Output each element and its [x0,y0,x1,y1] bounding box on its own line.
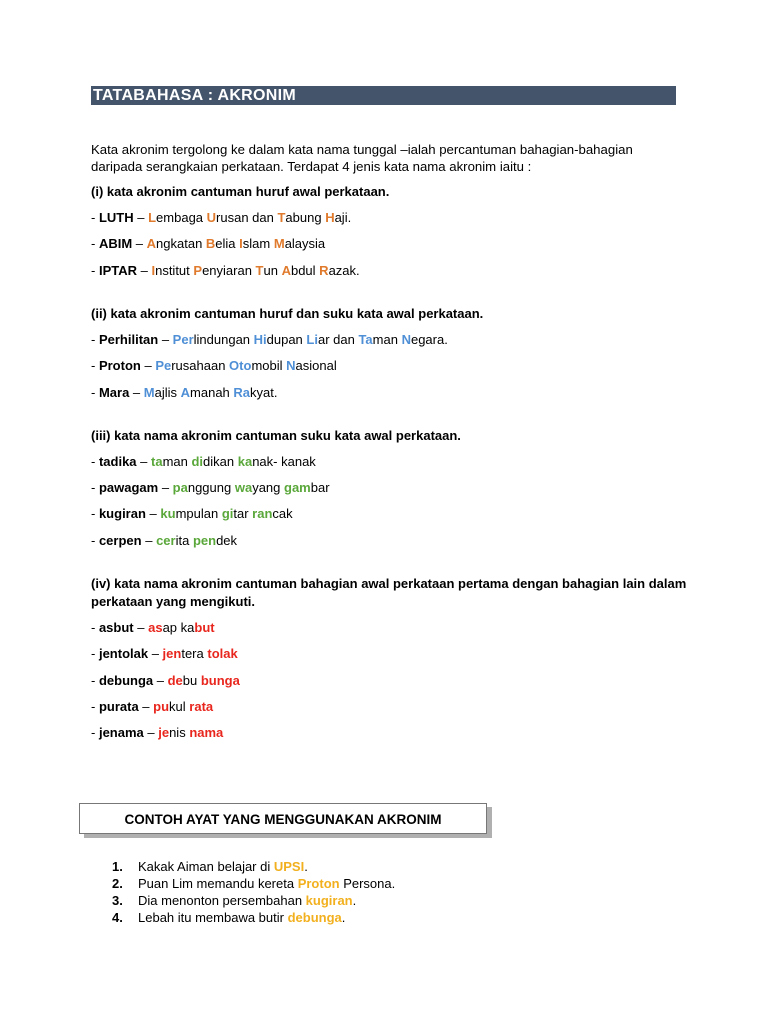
highlighted-fragment: gam [284,479,311,495]
section-heading: (iv) kata nama akronim cantuman bahagian awal perkataan pertama dengan bahagian lain dalam perkataan yang mengikuti. [91,575,687,609]
highlighted-fragment: but [194,619,215,635]
highlighted-fragment: cer [156,532,176,548]
highlighted-fragment: di [191,453,204,469]
highlighted-fragment: T [255,262,264,278]
highlighted-fragment: jen [162,646,182,662]
highlighted-fragment: Li [306,331,318,347]
expansion-fragment: dupan [266,331,307,347]
highlighted-fragment: N [286,358,296,374]
acronym-item: - jentolak – jentera tolak [91,646,238,662]
highlighted-fragment: P [193,262,203,278]
acronym-term: tadika [98,453,137,469]
example-number: 1. [112,859,123,874]
acronym-item: - cerpen – cerita pendek [91,532,238,548]
highlighted-fragment: as [148,619,163,635]
expansion-fragment: un [263,262,282,278]
expansion-fragment: elia [215,236,240,252]
highlighted-fragment: U [206,210,217,225]
highlighted-fragment: je [158,725,170,741]
acronym-term: purata [98,698,139,714]
highlighted-fragment: rata [189,698,214,714]
acronym-section [91,427,691,550]
expansion-fragment: nak- kanak [252,453,316,469]
example-heading-box: CONTOH AYAT YANG MENGGUNAKAN AKRONIM [79,803,487,834]
acronym-item: - LUTH – Lembaga Urusan dan Tabung Haji. [91,210,352,225]
expansion-fragment: tar [233,506,253,522]
example-sentence [112,875,672,892]
highlighted-fragment: pa [172,479,188,495]
sentence-text: Lebah itu membawa butir [138,910,288,925]
acronym-item: - kugiran – kumpulan gitar rancak [91,506,293,522]
acronym-item: - asbut – asap kabut [91,619,215,635]
expansion-fragment: nggung [187,479,235,495]
acronym-item: - jenama – jenis nama [91,725,224,741]
highlighted-fragment: Pe [155,358,172,374]
acronym-section [91,305,691,402]
expansion-fragment: bu [182,672,201,688]
expansion-fragment: mpulan [175,506,222,522]
highlighted-acronym: UPSI [273,859,305,874]
expansion-fragment: alaysia [284,236,326,252]
expansion-fragment: bar [310,479,330,495]
section-heading: (i) kata akronim cantuman huruf awal perkataan. [91,184,390,199]
highlighted-fragment: bunga [200,672,240,688]
acronym-item: - tadika – taman didikan kanak- kanak [91,453,316,469]
highlighted-fragment: A [180,384,191,400]
expansion-fragment: bdul [290,262,320,278]
highlighted-fragment: A [281,262,291,278]
expansion-fragment: ap ka [162,619,195,635]
section-heading: (ii) kata akronim cantuman huruf dan suku kata awal perkataan. [91,305,484,321]
highlighted-fragment: L [148,210,157,225]
sentence-text: Dia menonton persembahan [138,893,306,908]
acronym-term: LUTH [98,210,134,225]
example-sentence [112,892,672,909]
example-sentence [112,858,672,875]
example-number: 3. [112,893,123,908]
highlighted-acronym: Proton [297,876,340,891]
section-heading: (iii) kata nama akronim cantuman suku kata awal perkataan. [91,427,461,443]
expansion-fragment: rusan dan [216,210,278,225]
acronym-term: Mara [98,384,130,400]
highlighted-fragment: pu [153,698,170,714]
highlighted-fragment: Ra [233,384,251,400]
acronym-term: asbut [98,619,134,635]
example-number: 4. [112,910,123,925]
expansion-fragment: kul [169,698,190,714]
highlighted-fragment: wa [234,479,253,495]
expansion-fragment: man [162,453,192,469]
intro-line: daripada serangkaian perkataan. Terdapat 4 jenis kata nama akronim iaitu : [91,159,532,174]
sentence-text: . [304,859,308,874]
acronym-item: - Perhilitan – Perlindungan Hidupan Liar dan Taman Negara. [91,331,448,347]
acronym-term: cerpen [98,532,142,548]
highlighted-fragment: Hi [253,331,267,347]
expansion-fragment: man [372,331,402,347]
expansion-fragment: rusahaan [171,358,230,374]
expansion-fragment: azak. [328,262,360,278]
expansion-fragment: yang [252,479,284,495]
highlighted-fragment: N [401,331,411,347]
acronym-term: ABIM [98,236,133,252]
acronym-term: debunga [98,672,154,688]
highlighted-fragment: H [325,210,335,225]
highlighted-fragment: ta [151,453,163,469]
expansion-fragment: lindungan [193,331,254,347]
highlighted-fragment: Oto [229,358,252,374]
expansion-fragment: mobil [251,358,287,374]
expansion-fragment: dikan [203,453,238,469]
expansion-fragment: enyiaran [202,262,256,278]
example-number: 2. [112,876,123,891]
expansion-fragment: ar dan [317,331,359,347]
intro-paragraph [91,141,691,175]
acronym-term: pawagam [98,479,159,495]
expansion-fragment: manah [190,384,234,400]
highlighted-fragment: ku [160,506,176,522]
example-sentence-list [112,858,672,926]
page-title: TATABAHASA : AKRONIM [91,86,676,105]
expansion-fragment: ita [175,532,193,548]
expansion-fragment: tera [181,646,208,662]
highlighted-fragment: pen [192,532,217,548]
acronym-sections [91,183,691,751]
highlighted-fragment: nama [189,725,224,741]
sentence-text: . [352,893,357,908]
acronym-item: - ABIM – Angkatan Belia Islam Malaysia [91,236,326,252]
acronym-item: - IPTAR – Institut Penyiaran Tun Abdul Razak. [91,262,360,278]
highlighted-fragment: ran [252,506,273,522]
acronym-item: - pawagam – panggung wayang gambar [91,479,330,495]
acronym-term: kugiran [98,506,146,522]
highlighted-fragment: R [319,262,329,278]
highlighted-acronym: kugiran [305,893,353,908]
highlighted-fragment: A [146,236,157,252]
highlighted-fragment: M [273,236,285,252]
expansion-fragment: nis [169,725,190,741]
sentence-text: Persona. [339,876,396,891]
expansion-fragment: slam [242,236,274,252]
sentence-text: . [341,910,346,925]
acronym-section [91,183,691,280]
expansion-fragment: egara. [410,331,448,347]
highlighted-fragment: gi [221,506,234,522]
highlighted-fragment: I [151,262,156,278]
acronym-section [91,575,691,743]
expansion-fragment: dek [216,532,238,548]
highlighted-fragment: I [239,236,243,252]
acronym-term: Perhilitan [98,331,159,347]
highlighted-acronym: debunga [287,910,342,925]
expansion-fragment: cak [272,506,293,522]
highlighted-fragment: T [277,210,286,225]
highlighted-fragment: B [205,236,216,252]
expansion-fragment: ngkatan [156,236,206,252]
expansion-fragment: aji. [334,210,352,225]
acronym-term: IPTAR [98,262,137,278]
expansion-fragment: abung [285,210,326,225]
acronym-term: jenama [98,725,144,741]
highlighted-fragment: Per [172,331,194,347]
highlighted-fragment: de [167,672,183,688]
acronym-item: - debunga – debu bunga [91,672,240,688]
acronym-item: - Mara – Majlis Amanah Rakyat. [91,384,278,400]
highlighted-fragment: Ta [358,331,373,347]
acronym-term: jentolak [98,646,149,662]
highlighted-fragment: M [143,384,155,400]
sentence-text: Kakak Aiman belajar di [138,859,274,874]
acronym-item: - Proton – Perusahaan Otomobil Nasional [91,358,337,374]
expansion-fragment: nstitut [155,262,194,278]
highlighted-fragment: ka [237,453,253,469]
expansion-fragment: asional [295,358,337,374]
highlighted-fragment: tolak [207,646,238,662]
sentence-text: Puan Lim memandu kereta [138,876,298,891]
acronym-item: - purata – pukul rata [91,698,214,714]
acronym-term: Proton [98,358,141,374]
expansion-fragment: ajlis [154,384,181,400]
expansion-fragment: kyat. [250,384,278,400]
intro-line: Kata akronim tergolong ke dalam kata nama tunggal –ialah percantuman bahagian-bahagian [91,142,633,157]
example-sentence [112,909,672,926]
expansion-fragment: embaga [156,210,207,225]
